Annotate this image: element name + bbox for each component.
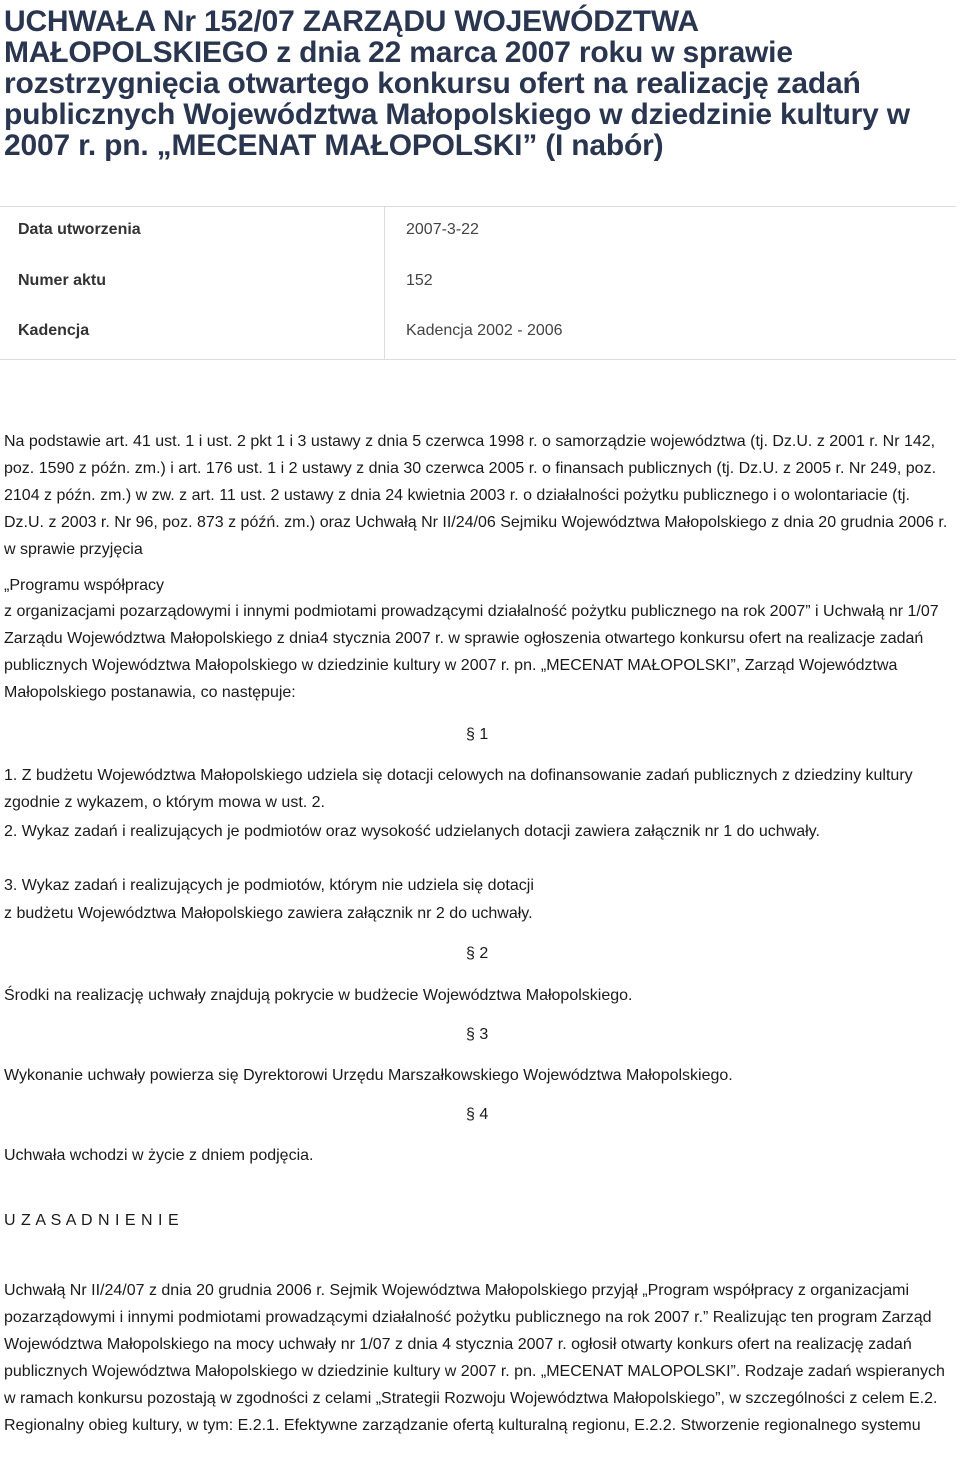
section-2-text: Środki na realizację uchwały znajdują pokrycie w budżecie Województwa Małopolskiego. <box>4 987 633 1004</box>
section-1-point-3b: z budżetu Województwa Małopolskiego zawiera załącznik nr 2 do uchwały. <box>4 905 533 922</box>
section-4-heading: § 4 <box>466 1106 489 1123</box>
justification-text: Uchwałą Nr II/24/07 z dnia 20 grudnia 2006 r. Sejmik Województwa Małopolskiego przyjął „Program współpracy z organizacjami pozarządowymi i innymi podmiotami prowadzącymi działalność pożytku publicznego na rok 2007 r.” Realizując ten program Zarząd Województwa Małopolskiego na mocy uchwały nr 1/07 z dnia 4 stycznia 2007 r. ogłosił otwarty konkurs ofert na realizację zadań publicznych Województwa Małopolskiego w dziedzinie kultury w 2007 r. pn. „MECENAT MALOPOLSKI”. Rodzaje zadań wspieranych w ramach konkursu pozostają w zgodności z celami „Strategii Rozwoju Województwa Małopolskiego”, w szczególności z celem E.2. Regionalny obieg kultury, w tym: E.2.1. Efektywne zarządzanie ofertą kulturalną regionu, E.2.2. Stworzenie regionalnego systemu <box>4 1282 945 1434</box>
program-title-line: „Programu współpracy <box>4 577 165 594</box>
justification-heading: U Z A S A D N I E N I E <box>4 1212 180 1229</box>
section-3-text: Wykonanie uchwały powierza się Dyrektorowi Urzędu Marszałkowskiego Województwa Małopolskiego. <box>4 1067 733 1084</box>
meta-label-created: Data utworzenia <box>18 221 141 238</box>
section-1-point-3a: 3. Wykaz zadań i realizujących je podmiotów, którym nie udziela się dotacji <box>4 877 534 894</box>
program-continuation: z organizacjami pozarządowymi i innymi podmiotami prowadzącymi działalność pożytku publicznego na rok 2007” i Uchwałą nr 1/07 Zarządu Województwa Małopolskiego z dnia4 stycznia 2007 r. w sprawie ogłoszenia otwartego konkursu ofert na realizacje zadań publicznych Województwa Małopolskiego w dziedzinie kultury w 2007 r. pn. „MECENAT MAŁOPOLSKI”, Zarząd Województwa Małopolskiego postanawia, co następuje: <box>4 603 939 701</box>
meta-value-act-number: 152 <box>406 272 433 289</box>
metadata-divider <box>384 207 385 359</box>
section-3-heading: § 3 <box>466 1026 489 1043</box>
meta-value-created: 2007-3-22 <box>406 221 479 238</box>
preamble-paragraph: Na podstawie art. 41 ust. 1 i ust. 2 pkt 1 i 3 ustawy z dnia 5 czerwca 1998 r. o samorządzie województwa (tj. Dz.U. z 2001 r. Nr 142, poz. 1590 z późn. zm.) i art. 176 ust. 1 i 2 ustawy z dnia 30 czerwca 2005 r. o finansach publicznych (tj. Dz.U. z 2005 r. Nr 249, poz. 2104 z późn. zm.) w zw. z art. 11 ust. 2 ustawy z dnia 24 kwietnia 2003 r. o działalności pożytku publicznego i o wolontariacie (tj. Dz.U. z 2003 r. Nr 96, poz. 873 z późń. zm.) oraz Uchwałą Nr II/24/06 Sejmiku Województwa Małopolskiego z dnia 20 grudnia 2006 r. w sprawie przyjęcia <box>4 433 948 558</box>
meta-label-act-number: Numer aktu <box>18 272 107 289</box>
section-1-point-2: 2. Wykaz zadań i realizujących je podmiotów oraz wysokość udzielanych dotacji zawiera załącznik nr 1 do uchwały. <box>4 823 820 840</box>
section-4-text: Uchwała wchodzi w życie z dniem podjęcia. <box>4 1147 314 1164</box>
section-2-heading: § 2 <box>466 945 489 962</box>
metadata-table <box>0 206 956 360</box>
meta-label-term: Kadencja <box>18 322 90 339</box>
section-1-heading: § 1 <box>466 726 489 743</box>
section-1-point-1: 1. Z budżetu Województwa Małopolskiego udziela się dotacji celowych na dofinansowanie zadań publicznych z dziedziny kultury zgodnie z wykazem, o którym mowa w ust. 2. <box>4 767 913 811</box>
meta-value-term: Kadencja 2002 - 2006 <box>406 322 563 339</box>
document-title: UCHWAŁA Nr 152/07 ZARZĄDU WOJEWÓDZTWA MAŁOPOLSKIEGO z dnia 22 marca 2007 roku w sprawie rozstrzygnięcia otwartego konkursu ofert na realizację zadań publicznych Województwa Małopolskiego w dziedzinie kultury w 2007 r. pn. „MECENAT MAŁOPOLSKI” (I nabór) <box>4 5 910 162</box>
